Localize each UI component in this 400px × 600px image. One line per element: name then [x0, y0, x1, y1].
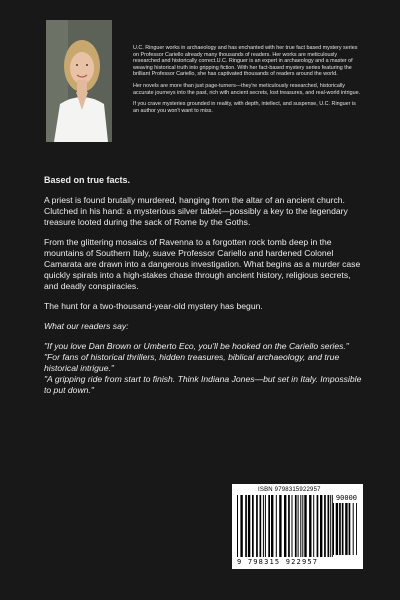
barcode-bar	[324, 495, 326, 557]
barcode-bar	[356, 503, 357, 555]
barcode-bar	[292, 495, 293, 557]
barcode-bar	[256, 495, 258, 557]
author-photo	[46, 20, 112, 142]
isbn-barcode	[232, 484, 363, 569]
barcode-bar	[333, 503, 334, 555]
barcode-bar	[313, 495, 314, 557]
barcode-bar	[330, 495, 331, 557]
barcode-bar	[271, 495, 273, 557]
barcode-bar	[349, 503, 351, 555]
reader-quote: "A gripping ride from start to finish. Think Indiana Jones—but set in Italy. Impossible to put down."	[44, 374, 362, 395]
barcode-bar	[300, 495, 301, 557]
blurb-paragraph: A priest is found brutally murdered, hanging from the altar of an ancient church. Clutched in his hand: a mysterious silver tablet—possibly a key to the legendary treasure looted during the sack of Rome by the Goths.	[44, 195, 348, 227]
isbn-label: ISBN 9798315922957	[258, 487, 321, 493]
barcode-bar	[237, 495, 238, 557]
bio-paragraph: U.C. Ringuer works in archaeology and has enchanted with her true fact based mystery series on Professor Cariello already many thousands of readers. Her works are meticulously researched and historically correct.U.C. Ringuer is an expert in archaeology and a master of weaving historical truth into gripping fiction. With her fact-based mystery series featuring the brilliant Professor Cariello, she has captivated thousands of readers around the world.	[133, 45, 358, 78]
reader-quotes	[44, 341, 362, 396]
barcode-bar	[309, 495, 311, 557]
tagline: Based on true facts.	[44, 175, 131, 185]
blurb-paragraph: From the glittering mosaics of Ravenna to a forgotten rock tomb deep in the mountains of Southern Italy, suave Professor Cariello and hardened Colonel Camarata are drawn into a dangerous investigation. What begins as a murder case quickly spirals into a high-stakes chase through ancient history, religious secrets, and deadly conspiracies.	[44, 237, 361, 291]
barcode-bar	[263, 495, 264, 557]
barcode-bar	[342, 503, 344, 555]
bio-paragraph: Her novels are more than just page-turners—they're meticulously researched, historically accurate journeys into the past, rich with ancient secrets, lost treasures, and real-world intrigue.	[133, 82, 361, 96]
barcode-bar	[298, 495, 299, 557]
barcode-bar	[345, 503, 347, 555]
book-blurb	[44, 175, 362, 396]
barcode-bar	[260, 495, 262, 557]
barcode-bar	[276, 495, 277, 557]
reader-quote: "If you love Dan Brown or Umberto Eco, you'll be hooked on the Cariello series."	[44, 341, 349, 351]
barcode-bar	[336, 503, 338, 555]
barcode-bar	[353, 503, 354, 555]
barcode-bars	[237, 495, 333, 557]
barcode-bar	[304, 495, 306, 557]
barcode-bar	[288, 495, 290, 557]
price-code: 90000	[335, 494, 357, 502]
barcode-bar	[268, 495, 270, 557]
barcode-bar	[320, 495, 322, 557]
barcode-bar	[317, 495, 319, 557]
reader-quote: "For fans of historical thrillers, hidden treasures, biblical archaeology, and true historical intrigue."	[44, 352, 340, 373]
barcode-bar	[284, 495, 286, 557]
readers-heading: What our readers say:	[44, 321, 129, 331]
barcode-bar	[248, 495, 250, 557]
barcode-digits: 9 798315 922957	[237, 558, 319, 566]
barcode-bar	[252, 495, 254, 557]
barcode-bar	[245, 495, 247, 557]
barcode-bar	[328, 495, 330, 557]
barcode-bar	[265, 495, 266, 557]
barcode-bar	[302, 495, 303, 557]
barcode-bar	[279, 495, 281, 557]
price-barcode-bars	[333, 503, 357, 555]
bio-paragraph: If you crave mysteries grounded in reality, with depth, intellect, and suspense, U.C. Ringuer is an author you won't want to miss.	[133, 101, 356, 114]
barcode-bar	[295, 495, 297, 557]
author-bio	[133, 45, 361, 119]
barcode-bar	[339, 503, 341, 555]
blurb-paragraph: The hunt for a two-thousand-year-old mystery has begun.	[44, 301, 263, 311]
barcode-bar	[240, 495, 242, 557]
